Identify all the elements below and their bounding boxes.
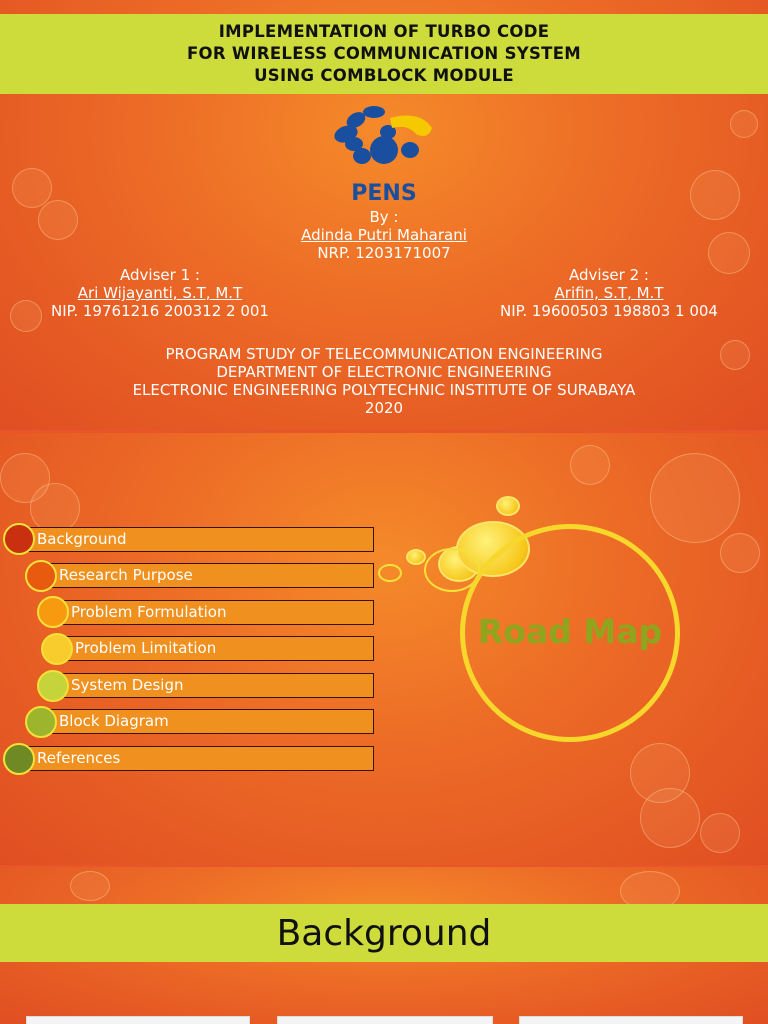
svg-text:PENS: PENS <box>351 181 417 204</box>
roadmap-dot-7 <box>3 743 35 775</box>
decor-bubble <box>720 533 760 573</box>
roadmap-item-problem-formulation[interactable] <box>52 600 374 625</box>
roadmap-bubble <box>496 496 520 516</box>
roadmap-dot-4 <box>41 633 73 665</box>
roadmap-bubble <box>406 549 426 565</box>
title-line-3: USING COMBLOCK MODULE <box>254 66 514 85</box>
decor-bubble <box>640 788 700 848</box>
title-line-1: IMPLEMENTATION OF TURBO CODE <box>218 22 550 41</box>
institution-line-2: DEPARTMENT OF ELECTRONIC ENGINEERING <box>216 363 552 381</box>
author-name: Adinda Putri Maharani <box>301 226 467 244</box>
title-band <box>0 14 768 94</box>
pens-logo-icon <box>328 106 440 204</box>
roadmap-item-label: Research Purpose <box>59 566 193 584</box>
decor-bubble <box>570 445 610 485</box>
thumbnail-image <box>277 1016 493 1024</box>
roadmap-item-label: Background <box>37 530 127 548</box>
roadmap-item-research-purpose[interactable] <box>40 563 374 588</box>
institution-line-3: ELECTRONIC ENGINEERING POLYTECHNIC INSTITUTE OF SURABAYA <box>132 381 636 399</box>
adviser1-name: Ari Wijayanti, S.T, M.T <box>77 284 243 302</box>
adviser2-label: Adviser 2 : <box>569 266 649 284</box>
roadmap-item-block-diagram[interactable] <box>40 709 374 734</box>
roadmap-item-system-design[interactable] <box>52 673 374 698</box>
roadmap-dot-6 <box>25 706 57 738</box>
title-line-2: FOR WIRELESS COMMUNICATION SYSTEM <box>186 44 582 63</box>
roadmap-dot-2 <box>25 560 57 592</box>
roadmap-dot-3 <box>37 596 69 628</box>
decor-bubble <box>650 453 740 543</box>
by-label: By : <box>369 208 399 226</box>
roadmap-title: Road Map <box>477 612 663 651</box>
roadmap-item-references[interactable] <box>18 746 374 771</box>
adviser2-block <box>470 266 748 320</box>
roadmap-bubble <box>378 564 402 582</box>
thumbnail-image <box>26 1016 250 1024</box>
background-title: Background <box>276 912 492 954</box>
roadmap-item-label: Problem Limitation <box>75 639 217 657</box>
roadmap-item-problem-limitation[interactable] <box>56 636 374 661</box>
roadmap-dot-1 <box>3 523 35 555</box>
decor-bubble <box>700 813 740 853</box>
thumbnail-image <box>519 1016 743 1024</box>
adviser1-block <box>20 266 300 320</box>
roadmap-item-label: References <box>37 749 121 767</box>
decor-bubble <box>730 110 758 138</box>
institution-line-1: PROGRAM STUDY OF TELECOMMUNICATION ENGINEERING <box>165 345 603 363</box>
institution-year: 2020 <box>364 399 404 417</box>
adviser2-name: Arifin, S.T, M.T <box>554 284 664 302</box>
adviser1-nip: NIP. 19761216 200312 2 001 <box>51 302 269 320</box>
author-nrp: NRP. 1203171007 <box>317 244 451 262</box>
roadmap-item-background[interactable] <box>18 527 374 552</box>
decor-bubble <box>12 168 52 208</box>
roadmap-item-label: System Design <box>71 676 184 694</box>
roadmap-item-label: Problem Formulation <box>71 603 227 621</box>
background-title-band <box>0 904 768 962</box>
roadmap-item-label: Block Diagram <box>59 712 169 730</box>
roadmap-dot-5 <box>37 670 69 702</box>
adviser2-nip: NIP. 19600503 198803 1 004 <box>500 302 718 320</box>
adviser1-label: Adviser 1 : <box>120 266 200 284</box>
decor-bubble <box>30 483 80 533</box>
decor-bubble <box>70 871 110 901</box>
